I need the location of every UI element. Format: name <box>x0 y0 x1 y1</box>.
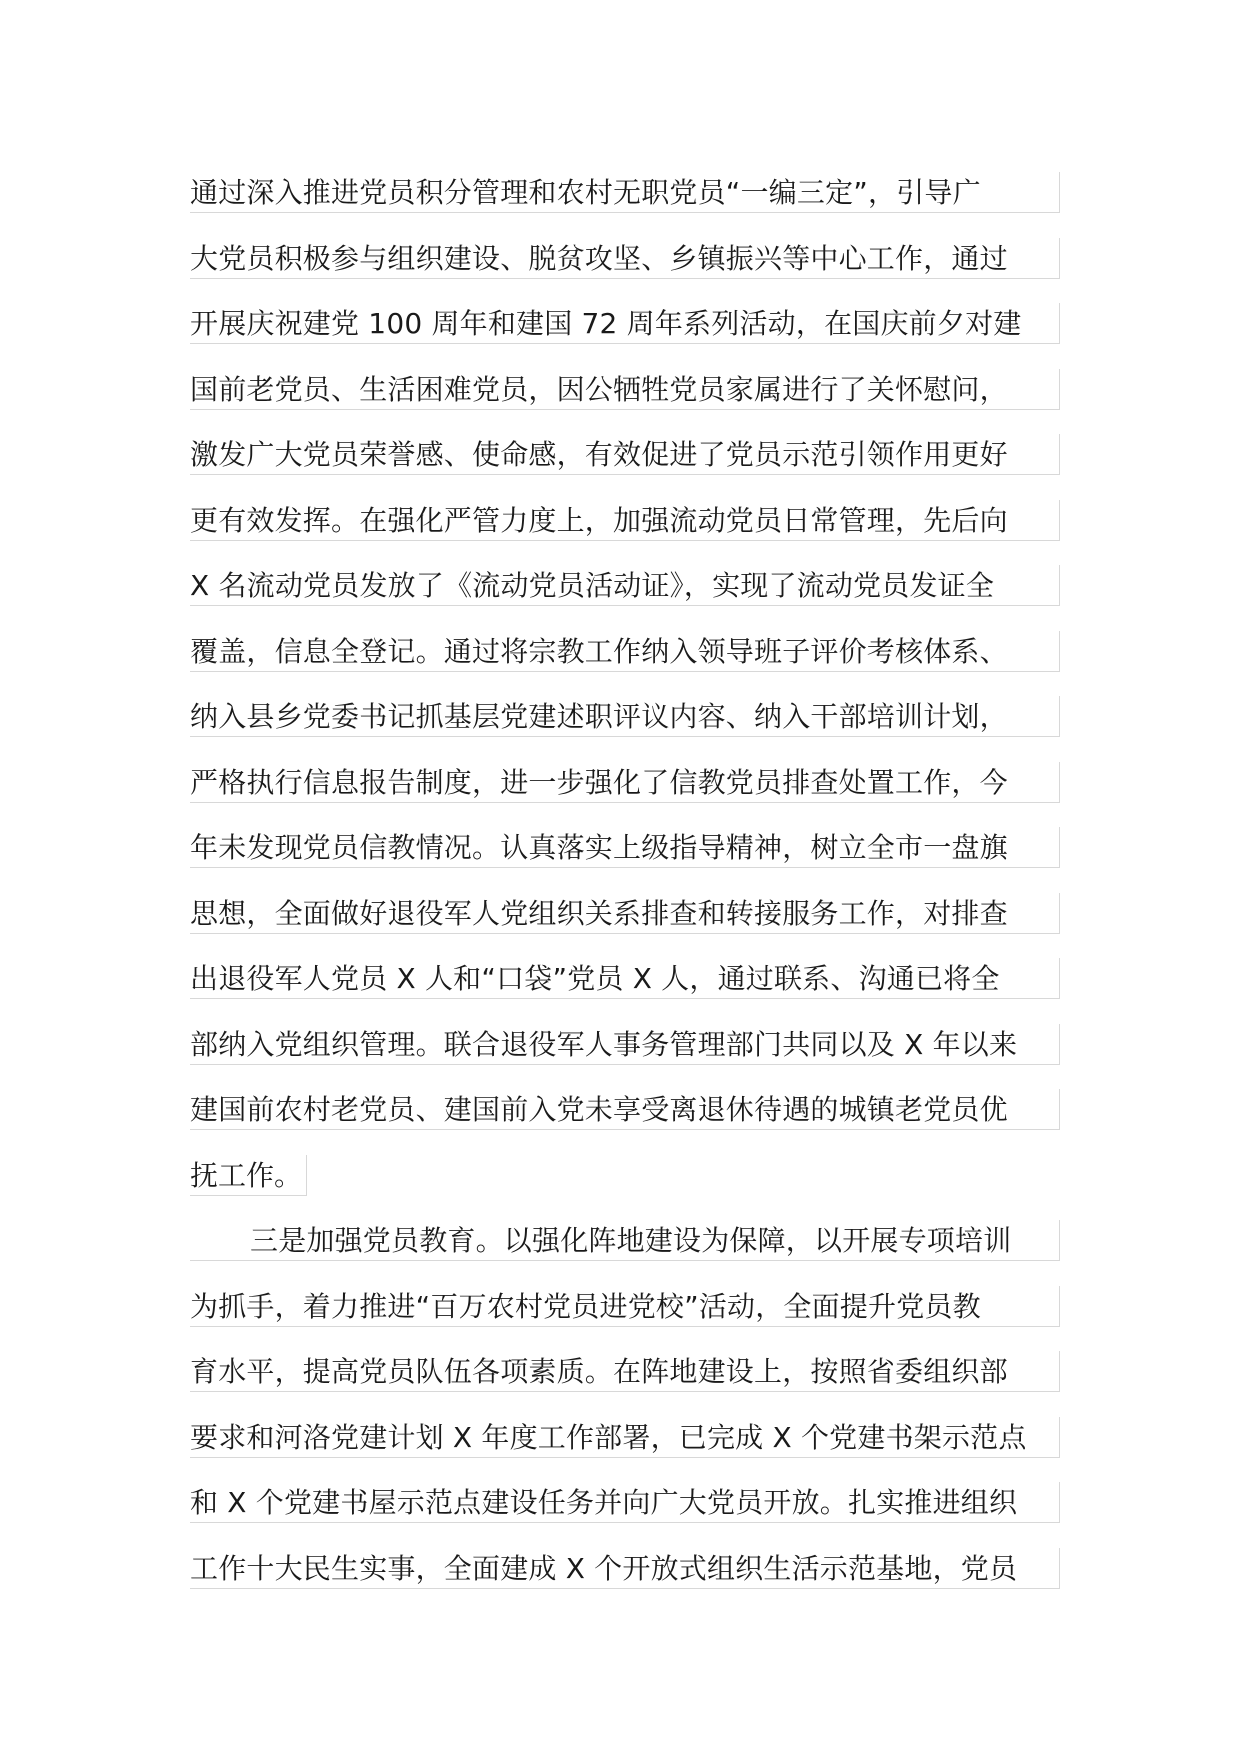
text-line: 建国前农村老党员、建国前入党未享受离退休待遇的城镇老党员优 <box>190 1089 1060 1130</box>
text-line: 思想，全面做好退役军人党组织关系排查和转接服务工作，对排查 <box>190 893 1060 934</box>
text-line: 工作十大民生实事，全面建成 X 个开放式组织生活示范基地，党员 <box>190 1548 1060 1589</box>
text-line: 部纳入党组织管理。联合退役军人事务管理部门共同以及 X 年以来 <box>190 1024 1060 1065</box>
text-line: 纳入县乡党委书记抓基层党建述职评议内容、纳入干部培训计划， <box>190 696 1060 737</box>
text-line: 要求和河洛党建计划 X 年度工作部署，已完成 X 个党建书架示范点 <box>190 1417 1060 1458</box>
text-line: 年未发现党员信教情况。认真落实上级指导精神，树立全市一盘旗 <box>190 827 1060 868</box>
text-line: 严格执行信息报告制度，进一步强化了信教党员排查处置工作，今 <box>190 762 1060 803</box>
text-line: 出退役军人党员 X 人和“口袋”党员 X 人，通过联系、沟通已将全 <box>190 958 1060 999</box>
text-line: 通过深入推进党员积分管理和农村无职党员“一编三定”，引导广 <box>190 172 1060 213</box>
text-line: 和 X 个党建书屋示范点建设任务并向广大党员开放。扎实推进组织 <box>190 1482 1060 1523</box>
text-line: 育水平，提高党员队伍各项素质。在阵地建设上，按照省委组织部 <box>190 1351 1060 1392</box>
text-line: X 名流动党员发放了《流动党员活动证》，实现了流动党员发证全 <box>190 565 1060 606</box>
paragraph-first-line: 三是加强党员教育。以强化阵地建设为保障，以开展专项培训 <box>190 1220 1060 1261</box>
paragraph-end-line: 抚工作。 <box>190 1155 307 1196</box>
body-text <box>190 172 1060 1613</box>
text-line: 激发广大党员荣誉感、使命感，有效促进了党员示范引领作用更好 <box>190 434 1060 475</box>
text-line: 覆盖，信息全登记。通过将宗教工作纳入领导班子评价考核体系、 <box>190 631 1060 672</box>
text-line: 大党员积极参与组织建设、脱贫攻坚、乡镇振兴等中心工作，通过 <box>190 238 1060 279</box>
text-line: 开展庆祝建党 100 周年和建国 72 周年系列活动，在国庆前夕对建 <box>190 303 1060 344</box>
text-line: 国前老党员、生活困难党员，因公牺牲党员家属进行了关怀慰问， <box>190 369 1060 410</box>
text-line: 为抓手，着力推进“百万农村党员进党校”活动，全面提升党员教 <box>190 1286 1060 1327</box>
text-line: 更有效发挥。在强化严管力度上，加强流动党员日常管理，先后向 <box>190 500 1060 541</box>
